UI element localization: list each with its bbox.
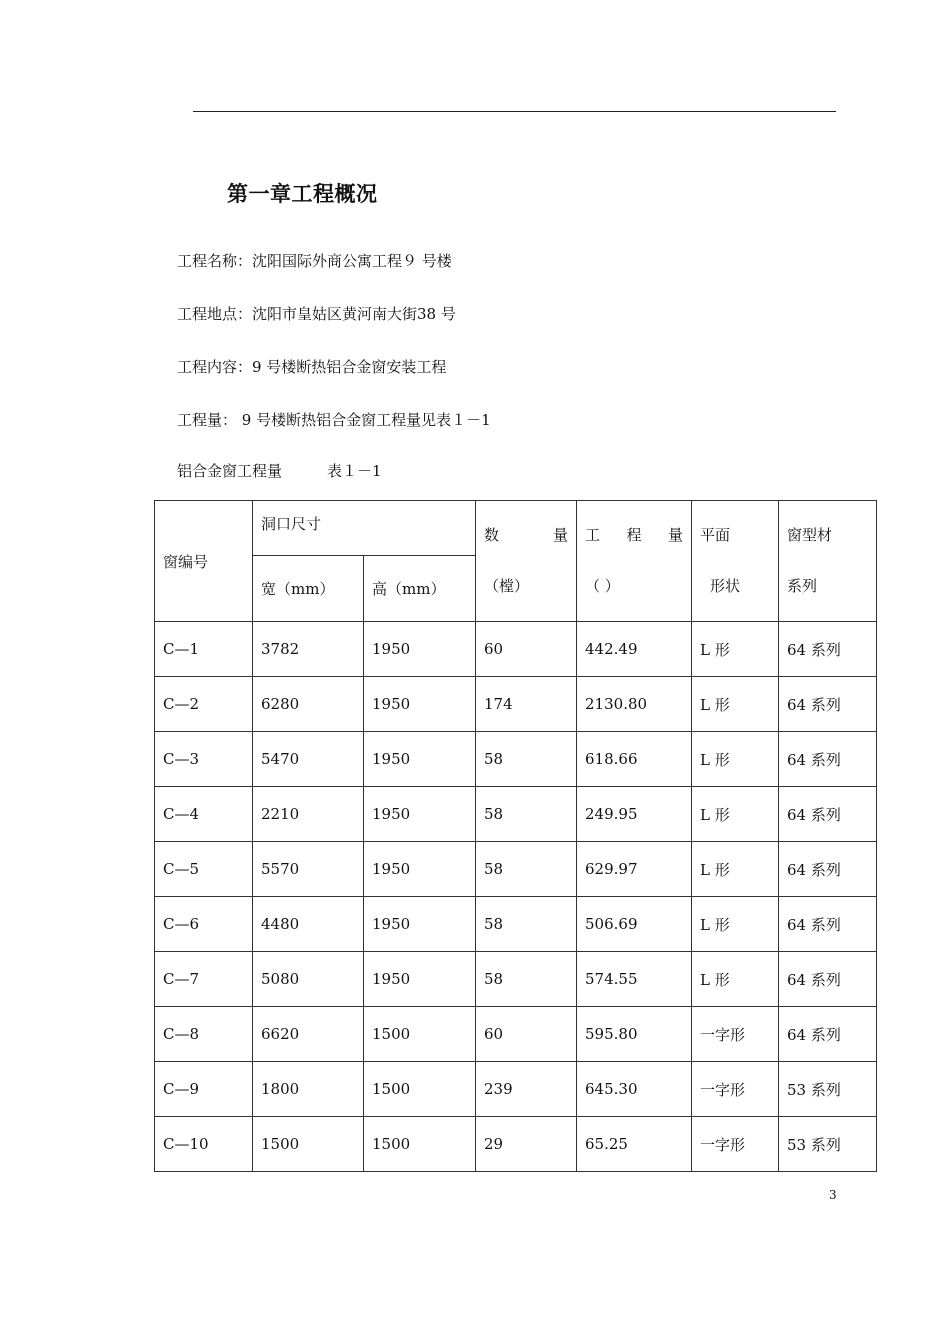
project-location: 工程地点：沈阳市皇姑区黄河南大街38 号 — [177, 305, 456, 323]
cell-series: 64 系列 — [779, 677, 877, 732]
cell-quantity: 506.69 — [577, 897, 692, 952]
cell-shape: 一字形 — [692, 1117, 779, 1172]
cell-shape: 一字形 — [692, 1062, 779, 1117]
cell-quantity: 65.25 — [577, 1117, 692, 1172]
cell-width: 6280 — [253, 677, 364, 732]
cell-width: 1500 — [253, 1117, 364, 1172]
cell-height: 1950 — [364, 897, 476, 952]
cell-width: 2210 — [253, 787, 364, 842]
cell-count: 60 — [476, 1007, 577, 1062]
window-quantity-table — [154, 500, 877, 1172]
cell-width: 3782 — [253, 622, 364, 677]
header-profile-series: 窗型材 系列 — [779, 501, 877, 622]
project-name: 工程名称：沈阳国际外商公寓工程９ 号楼 — [177, 252, 452, 270]
cell-series: 53 系列 — [779, 1062, 877, 1117]
cell-count: 58 — [476, 842, 577, 897]
cell-quantity: 645.30 — [577, 1062, 692, 1117]
table-row — [155, 1117, 877, 1172]
cell-quantity: 2130.80 — [577, 677, 692, 732]
cell-window-no: C—5 — [155, 842, 253, 897]
cell-height: 1950 — [364, 842, 476, 897]
project-content: 工程内容：9 号楼断热铝合金窗安装工程 — [177, 358, 447, 376]
cell-series: 64 系列 — [779, 622, 877, 677]
cell-count: 29 — [476, 1117, 577, 1172]
cell-height: 1500 — [364, 1117, 476, 1172]
table-row — [155, 842, 877, 897]
cell-width: 4480 — [253, 897, 364, 952]
cell-count: 58 — [476, 787, 577, 842]
cell-shape: L 形 — [692, 897, 779, 952]
cell-height: 1950 — [364, 677, 476, 732]
cell-shape: L 形 — [692, 842, 779, 897]
table-caption — [177, 460, 382, 481]
table-row — [155, 677, 877, 732]
table-row — [155, 952, 877, 1007]
cell-quantity: 442.49 — [577, 622, 692, 677]
page-number: 3 — [829, 1188, 837, 1202]
cell-window-no: C—7 — [155, 952, 253, 1007]
cell-series: 64 系列 — [779, 842, 877, 897]
cell-width: 5080 — [253, 952, 364, 1007]
table-row — [155, 897, 877, 952]
cell-count: 60 — [476, 622, 577, 677]
cell-window-no: C—4 — [155, 787, 253, 842]
table-row — [155, 1062, 877, 1117]
cell-count: 174 — [476, 677, 577, 732]
cell-height: 1950 — [364, 952, 476, 1007]
cell-series: 64 系列 — [779, 1007, 877, 1062]
cell-shape: L 形 — [692, 622, 779, 677]
header-width: 宽（mm） — [253, 556, 364, 622]
table-row — [155, 1007, 877, 1062]
header-plane-shape: 平面 形状 — [692, 501, 779, 622]
cell-window-no: C—2 — [155, 677, 253, 732]
cell-series: 64 系列 — [779, 952, 877, 1007]
cell-height: 1950 — [364, 622, 476, 677]
cell-count: 239 — [476, 1062, 577, 1117]
table-body — [155, 622, 877, 1172]
table-row — [155, 732, 877, 787]
cell-series: 64 系列 — [779, 732, 877, 787]
cell-quantity: 249.95 — [577, 787, 692, 842]
cell-height: 1950 — [364, 787, 476, 842]
header-count: 数 量 （樘） — [476, 501, 577, 622]
cell-series: 53 系列 — [779, 1117, 877, 1172]
table-row — [155, 622, 877, 677]
cell-quantity: 595.80 — [577, 1007, 692, 1062]
cell-window-no: C—6 — [155, 897, 253, 952]
cell-height: 1950 — [364, 732, 476, 787]
project-quantity: 工程量： 9 号楼断热铝合金窗工程量见表１－1 — [177, 411, 491, 429]
cell-series: 64 系列 — [779, 897, 877, 952]
header-height: 高（mm） — [364, 556, 476, 622]
cell-count: 58 — [476, 897, 577, 952]
cell-window-no: C—8 — [155, 1007, 253, 1062]
cell-shape: L 形 — [692, 787, 779, 842]
cell-width: 5470 — [253, 732, 364, 787]
cell-window-no: C—9 — [155, 1062, 253, 1117]
cell-shape: L 形 — [692, 677, 779, 732]
header-quantity: 工 程 量 （ ） — [577, 501, 692, 622]
cell-quantity: 629.97 — [577, 842, 692, 897]
cell-quantity: 618.66 — [577, 732, 692, 787]
cell-width: 6620 — [253, 1007, 364, 1062]
cell-shape: L 形 — [692, 732, 779, 787]
cell-window-no: C—1 — [155, 622, 253, 677]
cell-shape: 一字形 — [692, 1007, 779, 1062]
cell-shape: L 形 — [692, 952, 779, 1007]
table-row — [155, 787, 877, 842]
cell-window-no: C—3 — [155, 732, 253, 787]
cell-height: 1500 — [364, 1007, 476, 1062]
cell-width: 1800 — [253, 1062, 364, 1117]
cell-count: 58 — [476, 952, 577, 1007]
table-caption-title: 铝合金窗工程量 — [177, 462, 283, 480]
table-caption-number: 表１－1 — [327, 462, 382, 480]
cell-series: 64 系列 — [779, 787, 877, 842]
cell-window-no: C—10 — [155, 1117, 253, 1172]
header-opening-size: 洞口尺寸 — [253, 501, 476, 556]
cell-quantity: 574.55 — [577, 952, 692, 1007]
cell-height: 1500 — [364, 1062, 476, 1117]
cell-count: 58 — [476, 732, 577, 787]
chapter-title: 第一章工程概况 — [227, 181, 378, 206]
header-window-no: 窗编号 — [155, 501, 253, 622]
cell-width: 5570 — [253, 842, 364, 897]
header-rule — [193, 111, 836, 112]
